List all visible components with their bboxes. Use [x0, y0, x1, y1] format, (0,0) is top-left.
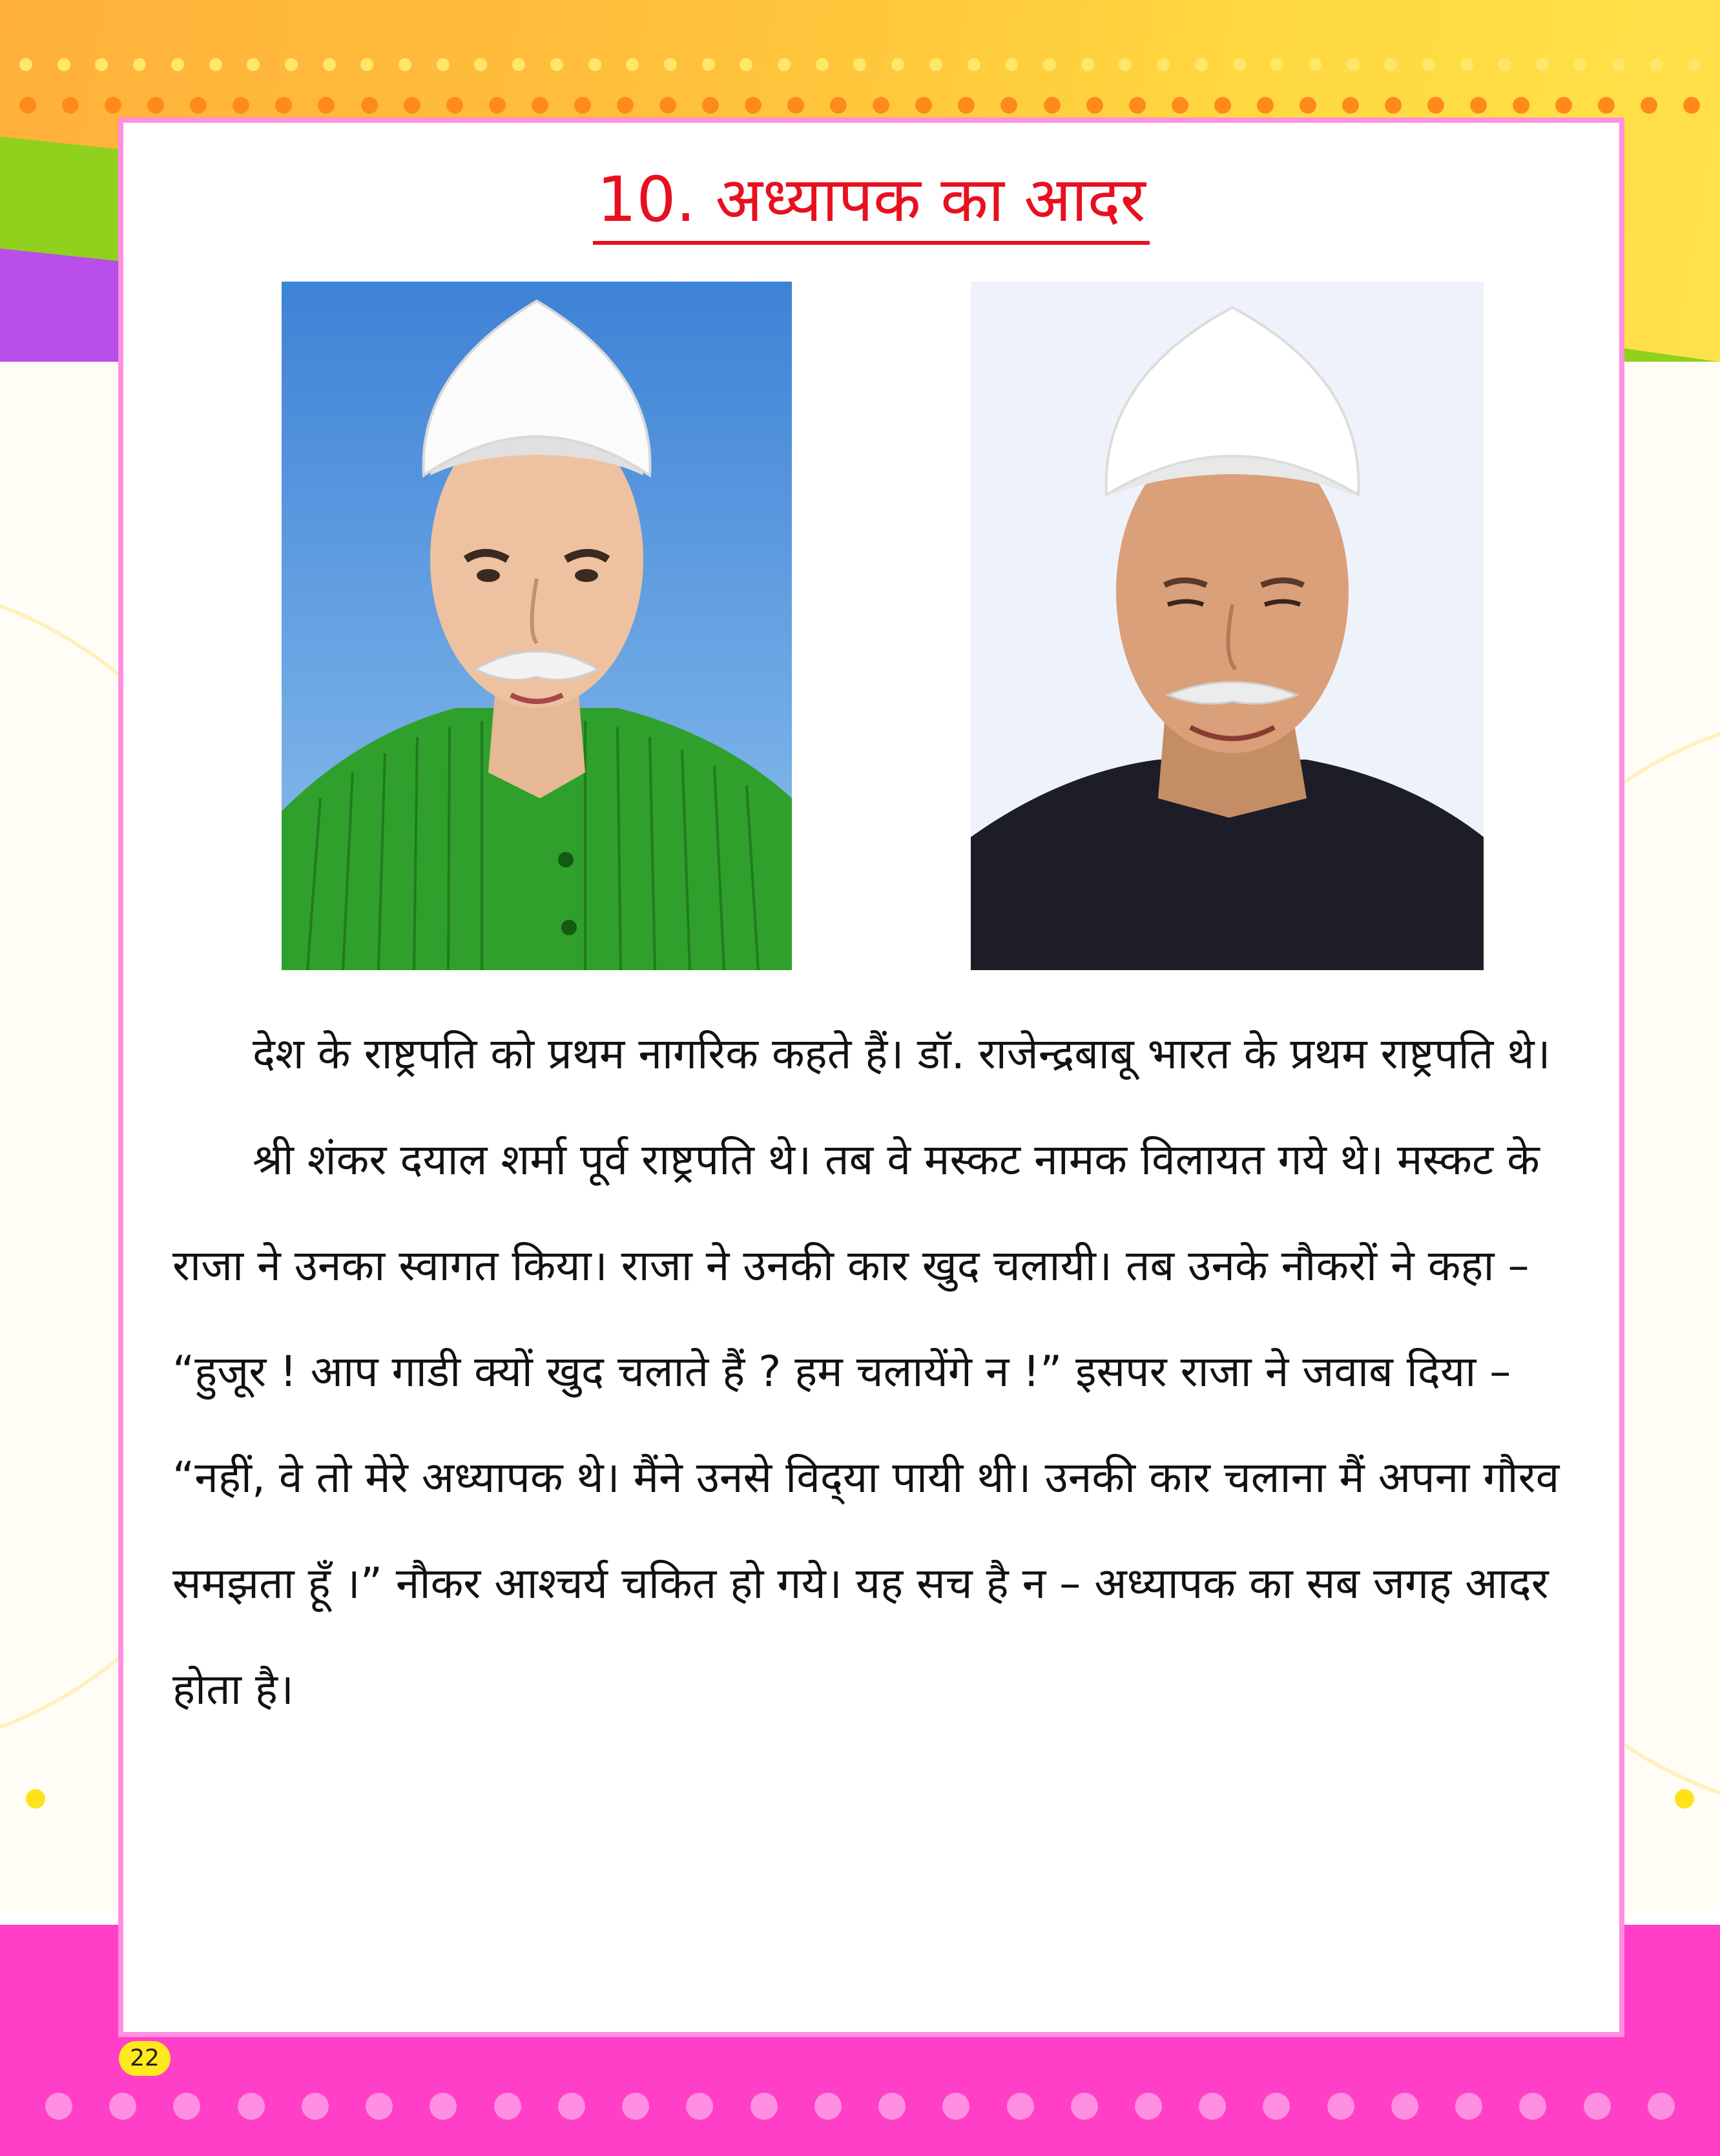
dot-row-pink-bottom	[0, 2093, 1720, 2120]
portrait-photo-icon	[971, 282, 1484, 970]
dot-row-orange	[0, 97, 1720, 114]
page-card	[118, 118, 1624, 2037]
paragraph-2: श्री शंकर दयाल शर्मा पूर्व राष्ट्रपति थे। तब वे मस्कट नामक विलायत गये थे। मस्कट के राजा ने उनका स्वागत किया। राजा ने उनकी कार खुद चलायी। तब उनके नौकरों ने कहा – “हुजूर ! आप गाडी क्यों खुद चलाते हैं ? हम चलायेंगे न !” इसपर राजा ने जवाब दिया – “नहीं, वे तो मेरे अध्यापक थे। मैंने उनसे विद्‌या पायी थी। उनकी कार चलाना मैं अपना गौरव समझता हूँ ।” नौकर आश्चर्य चकित हो गये। यह सच है न – अध्यापक का सब जगह आदर होता है।	[172, 1135, 1560, 1714]
story-text	[172, 1001, 1574, 1743]
dot-row-top	[0, 58, 1720, 71]
page-number: 22	[119, 2041, 171, 2076]
page-title: 10. अध्यापक का आदर	[123, 163, 1619, 245]
portrait-painting-icon	[282, 282, 792, 970]
paragraph-1: देश के राष्ट्रपति को प्रथम नागरिक कहते हैं। डॉ. राजेन्द्रबाबू भारत के प्रथम राष्ट्रपति थे।	[253, 1029, 1551, 1079]
